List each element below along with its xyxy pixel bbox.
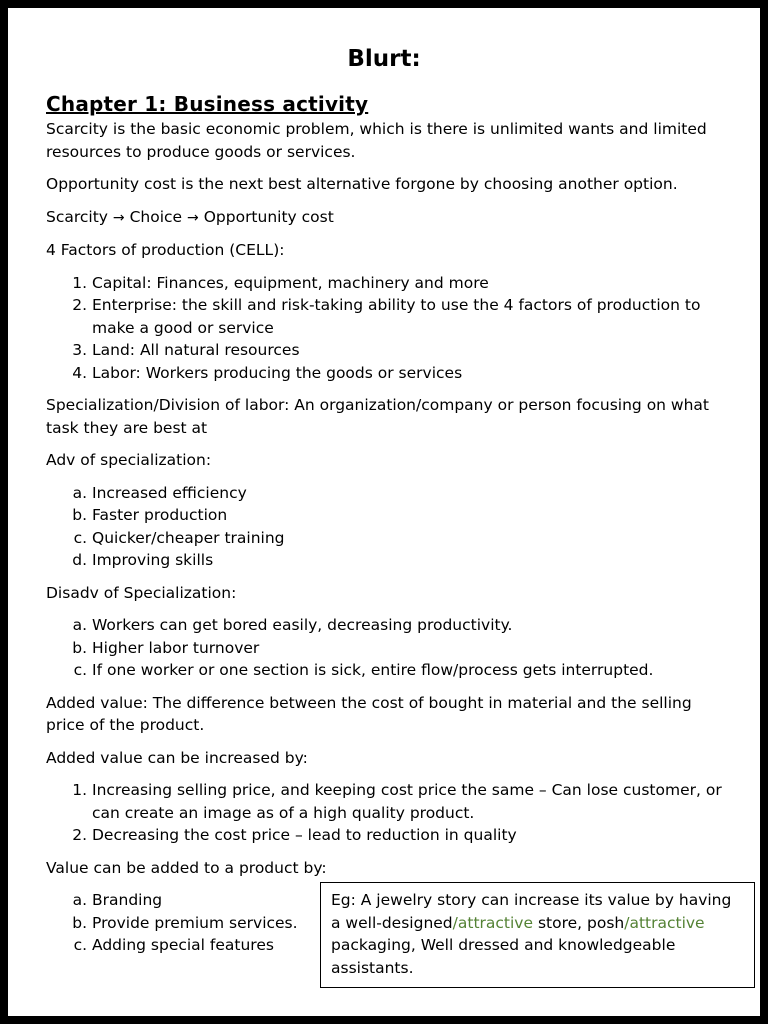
list-item: b. Provide premium services. <box>92 912 726 935</box>
example-text: packaging, Well dressed and knowledgeable assistants. <box>331 936 676 977</box>
list-item: b. Higher labor turnover <box>92 637 726 660</box>
list-item: d. Improving skills <box>92 549 726 572</box>
list-item: 2. Enterprise: the skill and risk-taking ability to use the 4 factors of production to make a good or service <box>92 294 726 339</box>
arrow-right-icon: → <box>112 209 125 226</box>
list-item: a. Increased efficiency <box>92 482 726 505</box>
advantages-list <box>46 482 726 572</box>
chain-choice: Choice <box>129 207 183 226</box>
list-item: 1. Capital: Finances, equipment, machinery and more <box>92 272 726 295</box>
list-item: 2. Decreasing the cost price – lead to reduction in quality <box>92 824 726 847</box>
increase-heading: Added value can be increased by: <box>46 748 308 767</box>
scarcity-chain <box>46 206 726 230</box>
list-item: 3. Land: All natural resources <box>92 339 726 362</box>
chapter-heading: Chapter 1: Business activity <box>46 92 369 116</box>
chain-opportunity-cost: Opportunity cost <box>203 207 334 226</box>
list-item: c. Quicker/cheaper training <box>92 527 726 550</box>
list-item: b. Faster production <box>92 504 726 527</box>
chain-scarcity: Scarcity <box>46 207 108 226</box>
list-item: 1. Increasing selling price, and keeping cost price the same – Can lose customer, or can create an image as of a high quality product. <box>92 779 726 824</box>
specialization-paragraph: Specialization/Division of labor: An organization/company or person focusing on what task they are best at <box>46 396 710 437</box>
added-value-paragraph: Added value: The difference between the cost of bought in material and the selling price of the product. <box>46 693 692 734</box>
document-page <box>8 8 760 1016</box>
increase-methods-list <box>46 779 726 847</box>
example-text: store, posh <box>533 913 625 932</box>
arrow-right-icon: → <box>187 209 199 226</box>
page-title: Blurt: <box>347 46 421 72</box>
factors-heading: 4 Factors of production (CELL): <box>46 241 285 259</box>
list-item: a. Workers can get bored easily, decreasing productivity. <box>92 614 726 637</box>
example-text: Eg: A jewelry story can increase its value by having a well-designed <box>331 891 732 932</box>
example-box <box>320 882 755 988</box>
disadvantages-heading: Disadv of Specialization: <box>46 583 237 602</box>
list-item: a. Branding <box>92 889 726 912</box>
list-item: c. Adding special features <box>92 934 726 957</box>
opportunity-cost-paragraph: Opportunity cost is the next best alternative forgone by choosing another option. <box>46 175 678 193</box>
example-highlight: /attractive <box>624 913 705 932</box>
example-highlight: /attractive <box>452 913 534 932</box>
factors-list <box>46 272 726 385</box>
list-item: c. If one worker or one section is sick, entire flow/process gets interrupted. <box>92 659 726 682</box>
advantages-heading: Adv of specialization: <box>46 451 212 469</box>
document-body <box>46 118 726 967</box>
disadvantages-list <box>46 614 726 682</box>
value-added-heading: Value can be added to a product by: <box>46 858 327 877</box>
scarcity-paragraph: Scarcity is the basic economic problem, which is there is unlimited wants and limited resources to produce goods or services. <box>46 120 707 161</box>
list-item: 4. Labor: Workers producing the goods or services <box>92 362 726 385</box>
